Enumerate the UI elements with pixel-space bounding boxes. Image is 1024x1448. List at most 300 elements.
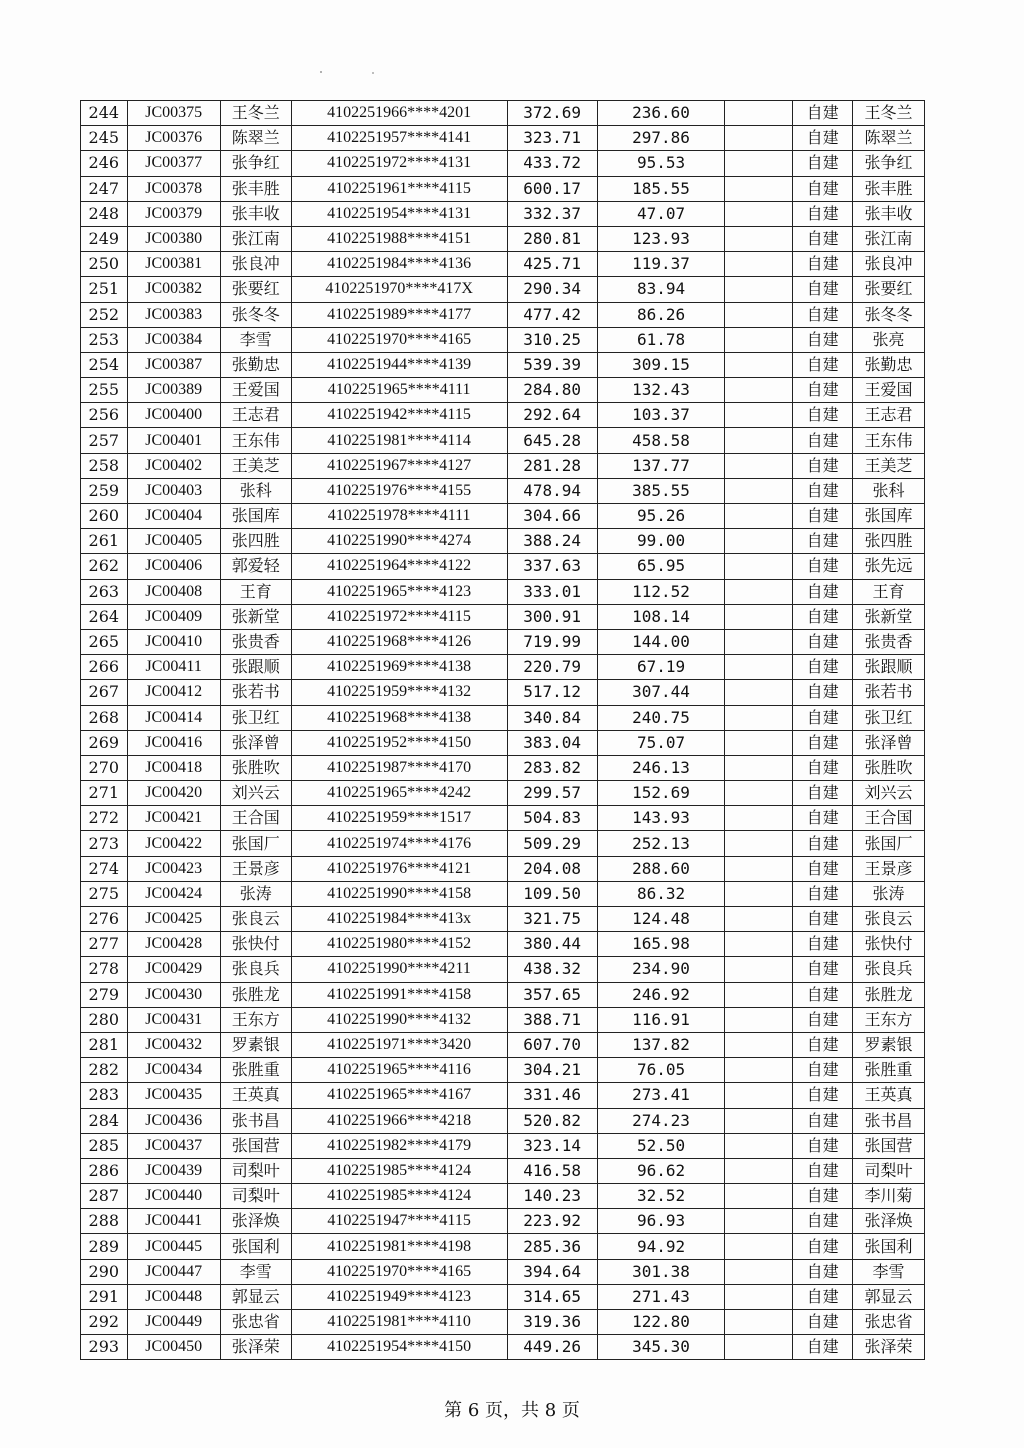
owner-name-cell: 张新堂	[220, 604, 291, 629]
value-a-cell: 383.04	[507, 730, 597, 755]
id-number-cell: 4102251990****4158	[291, 881, 507, 906]
blank-cell	[725, 327, 793, 352]
owner-name-cell: 张胜龙	[220, 982, 291, 1007]
holder-name-cell: 张国厂	[853, 831, 925, 856]
blank-cell	[725, 352, 793, 377]
owner-name-cell: 张冬冬	[220, 302, 291, 327]
value-a-cell: 357.65	[507, 982, 597, 1007]
table-row	[81, 101, 925, 126]
record-code-cell: JC00430	[127, 982, 220, 1007]
row-number-cell: 293	[81, 1335, 128, 1360]
owner-name-cell: 王爱国	[220, 378, 291, 403]
record-code-cell: JC00435	[127, 1083, 220, 1108]
id-number-cell: 4102251987****4170	[291, 755, 507, 780]
blank-cell	[725, 504, 793, 529]
id-number-cell: 4102251991****4158	[291, 982, 507, 1007]
id-number-cell: 4102251972****4131	[291, 151, 507, 176]
holder-name-cell: 张胜重	[853, 1058, 925, 1083]
holder-name-cell: 郭显云	[853, 1284, 925, 1309]
table-row	[81, 554, 925, 579]
blank-cell	[725, 957, 793, 982]
value-b-cell: 458.58	[597, 428, 725, 453]
value-b-cell: 273.41	[597, 1083, 725, 1108]
id-number-cell: 4102251984****4136	[291, 252, 507, 277]
holder-name-cell: 王美芝	[853, 453, 925, 478]
owner-name-cell: 王合国	[220, 806, 291, 831]
blank-cell	[725, 1184, 793, 1209]
table-row	[81, 1083, 925, 1108]
blank-cell	[725, 1335, 793, 1360]
id-number-cell: 4102251970****4165	[291, 1259, 507, 1284]
id-number-cell: 4102251965****4123	[291, 579, 507, 604]
value-b-cell: 385.55	[597, 478, 725, 503]
id-number-cell: 4102251961****4115	[291, 176, 507, 201]
type-cell: 自建	[793, 1058, 853, 1083]
owner-name-cell: 郭爱轻	[220, 554, 291, 579]
record-code-cell: JC00441	[127, 1209, 220, 1234]
owner-name-cell: 罗素银	[220, 1032, 291, 1057]
value-b-cell: 271.43	[597, 1284, 725, 1309]
value-b-cell: 83.94	[597, 277, 725, 302]
row-number-cell: 288	[81, 1209, 128, 1234]
value-b-cell: 61.78	[597, 327, 725, 352]
row-number-cell: 246	[81, 151, 128, 176]
table-row	[81, 478, 925, 503]
table-row	[81, 378, 925, 403]
holder-name-cell: 张跟顺	[853, 655, 925, 680]
row-number-cell: 286	[81, 1158, 128, 1183]
blank-cell	[725, 932, 793, 957]
table-row	[81, 252, 925, 277]
table-row	[81, 629, 925, 654]
type-cell: 自建	[793, 1083, 853, 1108]
value-b-cell: 185.55	[597, 176, 725, 201]
id-number-cell: 4102251970****4165	[291, 327, 507, 352]
owner-name-cell: 张跟顺	[220, 655, 291, 680]
blank-cell	[725, 126, 793, 151]
type-cell: 自建	[793, 932, 853, 957]
blank-cell	[725, 101, 793, 126]
owner-name-cell: 张国营	[220, 1133, 291, 1158]
owner-name-cell: 张胜重	[220, 1058, 291, 1083]
value-b-cell: 108.14	[597, 604, 725, 629]
id-number-cell: 4102251954****4131	[291, 201, 507, 226]
row-number-cell: 255	[81, 378, 128, 403]
value-b-cell: 165.98	[597, 932, 725, 957]
row-number-cell: 273	[81, 831, 128, 856]
holder-name-cell: 张良冲	[853, 252, 925, 277]
value-b-cell: 52.50	[597, 1133, 725, 1158]
row-number-cell: 274	[81, 856, 128, 881]
table-row	[81, 1234, 925, 1259]
value-b-cell: 99.00	[597, 529, 725, 554]
table-row	[81, 1335, 925, 1360]
type-cell: 自建	[793, 277, 853, 302]
value-a-cell: 304.21	[507, 1058, 597, 1083]
table-row	[81, 1184, 925, 1209]
id-number-cell: 4102251965****4116	[291, 1058, 507, 1083]
table-row	[81, 126, 925, 151]
holder-name-cell: 张先远	[853, 554, 925, 579]
table-row	[81, 705, 925, 730]
id-number-cell: 4102251990****4274	[291, 529, 507, 554]
id-number-cell: 4102251959****4132	[291, 680, 507, 705]
blank-cell	[725, 705, 793, 730]
id-number-cell: 4102251985****4124	[291, 1158, 507, 1183]
holder-name-cell: 张书昌	[853, 1108, 925, 1133]
owner-name-cell: 王美芝	[220, 453, 291, 478]
table-row	[81, 327, 925, 352]
row-number-cell: 291	[81, 1284, 128, 1309]
type-cell: 自建	[793, 403, 853, 428]
owner-name-cell: 张要红	[220, 277, 291, 302]
id-number-cell: 4102251965****4111	[291, 378, 507, 403]
blank-cell	[725, 201, 793, 226]
id-number-cell: 4102251990****4132	[291, 1007, 507, 1032]
value-a-cell: 321.75	[507, 907, 597, 932]
blank-cell	[725, 302, 793, 327]
id-number-cell: 4102251985****4124	[291, 1184, 507, 1209]
row-number-cell: 267	[81, 680, 128, 705]
id-number-cell: 4102251959****1517	[291, 806, 507, 831]
holder-name-cell: 张丰胜	[853, 176, 925, 201]
type-cell: 自建	[793, 478, 853, 503]
id-number-cell: 4102251957****4141	[291, 126, 507, 151]
holder-name-cell: 张亮	[853, 327, 925, 352]
record-code-cell: JC00402	[127, 453, 220, 478]
blank-cell	[725, 252, 793, 277]
holder-name-cell: 张胜吹	[853, 755, 925, 780]
record-code-cell: JC00378	[127, 176, 220, 201]
row-number-cell: 268	[81, 705, 128, 730]
holder-name-cell: 张江南	[853, 226, 925, 251]
table-row	[81, 302, 925, 327]
owner-name-cell: 张书昌	[220, 1108, 291, 1133]
record-code-cell: JC00384	[127, 327, 220, 352]
type-cell: 自建	[793, 453, 853, 478]
value-a-cell: 284.80	[507, 378, 597, 403]
blank-cell	[725, 856, 793, 881]
value-a-cell: 504.83	[507, 806, 597, 831]
holder-name-cell: 张丰收	[853, 201, 925, 226]
table-row	[81, 428, 925, 453]
id-number-cell: 4102251967****4127	[291, 453, 507, 478]
blank-cell	[725, 1284, 793, 1309]
value-a-cell: 223.92	[507, 1209, 597, 1234]
row-number-cell: 262	[81, 554, 128, 579]
owner-name-cell: 张良云	[220, 907, 291, 932]
record-code-cell: JC00449	[127, 1310, 220, 1335]
value-b-cell: 301.38	[597, 1259, 725, 1284]
value-a-cell: 388.24	[507, 529, 597, 554]
blank-cell	[725, 1310, 793, 1335]
record-code-cell: JC00450	[127, 1335, 220, 1360]
blank-cell	[725, 982, 793, 1007]
type-cell: 自建	[793, 1158, 853, 1183]
scan-speck	[318, 68, 378, 76]
type-cell: 自建	[793, 554, 853, 579]
row-number-cell: 290	[81, 1259, 128, 1284]
type-cell: 自建	[793, 831, 853, 856]
blank-cell	[725, 1007, 793, 1032]
row-number-cell: 251	[81, 277, 128, 302]
holder-name-cell: 李川菊	[853, 1184, 925, 1209]
record-code-cell: JC00431	[127, 1007, 220, 1032]
owner-name-cell: 王冬兰	[220, 101, 291, 126]
value-a-cell: 140.23	[507, 1184, 597, 1209]
table-row	[81, 277, 925, 302]
row-number-cell: 282	[81, 1058, 128, 1083]
value-b-cell: 309.15	[597, 352, 725, 377]
owner-name-cell: 张泽曾	[220, 730, 291, 755]
value-b-cell: 75.07	[597, 730, 725, 755]
value-b-cell: 67.19	[597, 655, 725, 680]
record-code-cell: JC00436	[127, 1108, 220, 1133]
value-b-cell: 95.26	[597, 504, 725, 529]
owner-name-cell: 张争红	[220, 151, 291, 176]
record-code-cell: JC00377	[127, 151, 220, 176]
value-b-cell: 246.92	[597, 982, 725, 1007]
value-a-cell: 719.99	[507, 629, 597, 654]
record-code-cell: JC00416	[127, 730, 220, 755]
id-number-cell: 4102251972****4115	[291, 604, 507, 629]
table-row	[81, 1209, 925, 1234]
owner-name-cell: 张涛	[220, 881, 291, 906]
holder-name-cell: 王爱国	[853, 378, 925, 403]
row-number-cell: 280	[81, 1007, 128, 1032]
value-b-cell: 124.48	[597, 907, 725, 932]
row-number-cell: 289	[81, 1234, 128, 1259]
value-a-cell: 304.66	[507, 504, 597, 529]
row-number-cell: 258	[81, 453, 128, 478]
table-row	[81, 1259, 925, 1284]
value-b-cell: 288.60	[597, 856, 725, 881]
value-b-cell: 143.93	[597, 806, 725, 831]
value-b-cell: 345.30	[597, 1335, 725, 1360]
type-cell: 自建	[793, 126, 853, 151]
table-row	[81, 755, 925, 780]
record-code-cell: JC00408	[127, 579, 220, 604]
table-row	[81, 730, 925, 755]
id-number-cell: 4102251952****4150	[291, 730, 507, 755]
blank-cell	[725, 907, 793, 932]
record-code-cell: JC00429	[127, 957, 220, 982]
holder-name-cell: 张泽焕	[853, 1209, 925, 1234]
table-row	[81, 1133, 925, 1158]
owner-name-cell: 张良兵	[220, 957, 291, 982]
id-number-cell: 4102251981****4114	[291, 428, 507, 453]
type-cell: 自建	[793, 1184, 853, 1209]
owner-name-cell: 张若书	[220, 680, 291, 705]
owner-name-cell: 张江南	[220, 226, 291, 251]
value-a-cell: 645.28	[507, 428, 597, 453]
value-b-cell: 96.62	[597, 1158, 725, 1183]
id-number-cell: 4102251942****4115	[291, 403, 507, 428]
holder-name-cell: 李雪	[853, 1259, 925, 1284]
holder-name-cell: 张国库	[853, 504, 925, 529]
holder-name-cell: 张勤忠	[853, 352, 925, 377]
id-number-cell: 4102251965****4242	[291, 781, 507, 806]
record-code-cell: JC00412	[127, 680, 220, 705]
record-code-cell: JC00432	[127, 1032, 220, 1057]
id-number-cell: 4102251978****4111	[291, 504, 507, 529]
value-a-cell: 607.70	[507, 1032, 597, 1057]
type-cell: 自建	[793, 1259, 853, 1284]
value-b-cell: 274.23	[597, 1108, 725, 1133]
row-number-cell: 265	[81, 629, 128, 654]
record-code-cell: JC00447	[127, 1259, 220, 1284]
table-row	[81, 957, 925, 982]
blank-cell	[725, 151, 793, 176]
id-number-cell: 4102251947****4115	[291, 1209, 507, 1234]
record-code-cell: JC00401	[127, 428, 220, 453]
blank-cell	[725, 831, 793, 856]
value-b-cell: 119.37	[597, 252, 725, 277]
value-a-cell: 300.91	[507, 604, 597, 629]
row-number-cell: 256	[81, 403, 128, 428]
table-row	[81, 201, 925, 226]
id-number-cell: 4102251980****4152	[291, 932, 507, 957]
record-code-cell: JC00376	[127, 126, 220, 151]
value-a-cell: 280.81	[507, 226, 597, 251]
table-row	[81, 781, 925, 806]
blank-cell	[725, 629, 793, 654]
table-row	[81, 529, 925, 554]
value-b-cell: 132.43	[597, 378, 725, 403]
type-cell: 自建	[793, 1133, 853, 1158]
value-b-cell: 95.53	[597, 151, 725, 176]
page-footer: 第 6 页，共 8 页	[444, 1400, 580, 1421]
blank-cell	[725, 1108, 793, 1133]
owner-name-cell: 司梨叶	[220, 1158, 291, 1183]
row-number-cell: 253	[81, 327, 128, 352]
value-b-cell: 86.32	[597, 881, 725, 906]
blank-cell	[725, 554, 793, 579]
row-number-cell: 244	[81, 101, 128, 126]
type-cell: 自建	[793, 579, 853, 604]
holder-name-cell: 陈翠兰	[853, 126, 925, 151]
type-cell: 自建	[793, 881, 853, 906]
type-cell: 自建	[793, 730, 853, 755]
id-number-cell: 4102251982****4179	[291, 1133, 507, 1158]
type-cell: 自建	[793, 378, 853, 403]
row-number-cell: 249	[81, 226, 128, 251]
row-number-cell: 279	[81, 982, 128, 1007]
holder-name-cell: 王东伟	[853, 428, 925, 453]
blank-cell	[725, 1133, 793, 1158]
type-cell: 自建	[793, 529, 853, 554]
holder-name-cell: 王景彦	[853, 856, 925, 881]
holder-name-cell: 张冬冬	[853, 302, 925, 327]
owner-name-cell: 张胜吹	[220, 755, 291, 780]
table-row	[81, 680, 925, 705]
owner-name-cell: 陈翠兰	[220, 126, 291, 151]
type-cell: 自建	[793, 629, 853, 654]
row-number-cell: 283	[81, 1083, 128, 1108]
type-cell: 自建	[793, 755, 853, 780]
owner-name-cell: 张良冲	[220, 252, 291, 277]
id-number-cell: 4102251968****4126	[291, 629, 507, 654]
row-number-cell: 257	[81, 428, 128, 453]
type-cell: 自建	[793, 705, 853, 730]
type-cell: 自建	[793, 1284, 853, 1309]
record-code-cell: JC00418	[127, 755, 220, 780]
record-code-cell: JC00405	[127, 529, 220, 554]
blank-cell	[725, 1158, 793, 1183]
blank-cell	[725, 478, 793, 503]
value-b-cell: 112.52	[597, 579, 725, 604]
table-row	[81, 176, 925, 201]
holder-name-cell: 张四胜	[853, 529, 925, 554]
value-a-cell: 433.72	[507, 151, 597, 176]
value-b-cell: 246.13	[597, 755, 725, 780]
table-row	[81, 1158, 925, 1183]
table-row	[81, 453, 925, 478]
blank-cell	[725, 428, 793, 453]
value-b-cell: 86.26	[597, 302, 725, 327]
holder-name-cell: 张争红	[853, 151, 925, 176]
table-row	[81, 226, 925, 251]
blank-cell	[725, 730, 793, 755]
value-b-cell: 236.60	[597, 101, 725, 126]
blank-cell	[725, 1209, 793, 1234]
type-cell: 自建	[793, 1234, 853, 1259]
blank-cell	[725, 655, 793, 680]
owner-name-cell: 王景彦	[220, 856, 291, 881]
table-row	[81, 881, 925, 906]
type-cell: 自建	[793, 781, 853, 806]
value-a-cell: 416.58	[507, 1158, 597, 1183]
blank-cell	[725, 755, 793, 780]
blank-cell	[725, 378, 793, 403]
owner-name-cell: 张国库	[220, 504, 291, 529]
type-cell: 自建	[793, 1335, 853, 1360]
row-number-cell: 270	[81, 755, 128, 780]
table-row	[81, 403, 925, 428]
type-cell: 自建	[793, 176, 853, 201]
blank-cell	[725, 1058, 793, 1083]
value-a-cell: 310.25	[507, 327, 597, 352]
id-number-cell: 4102251970****417X	[291, 277, 507, 302]
value-a-cell: 283.82	[507, 755, 597, 780]
table-body	[81, 101, 925, 1360]
table-row	[81, 907, 925, 932]
holder-name-cell: 张良兵	[853, 957, 925, 982]
id-number-cell: 4102251971****3420	[291, 1032, 507, 1057]
value-b-cell: 116.91	[597, 1007, 725, 1032]
id-number-cell: 4102251976****4155	[291, 478, 507, 503]
value-a-cell: 425.71	[507, 252, 597, 277]
table-row	[81, 604, 925, 629]
record-code-cell: JC00379	[127, 201, 220, 226]
table-row	[81, 856, 925, 881]
type-cell: 自建	[793, 1032, 853, 1057]
value-a-cell: 337.63	[507, 554, 597, 579]
holder-name-cell: 王合国	[853, 806, 925, 831]
value-a-cell: 539.39	[507, 352, 597, 377]
value-b-cell: 137.82	[597, 1032, 725, 1057]
value-a-cell: 204.08	[507, 856, 597, 881]
record-code-cell: JC00424	[127, 881, 220, 906]
type-cell: 自建	[793, 1108, 853, 1133]
holder-name-cell: 司梨叶	[853, 1158, 925, 1183]
value-b-cell: 122.80	[597, 1310, 725, 1335]
value-b-cell: 47.07	[597, 201, 725, 226]
holder-name-cell: 张新堂	[853, 604, 925, 629]
table-row	[81, 151, 925, 176]
table-row	[81, 655, 925, 680]
value-b-cell: 307.44	[597, 680, 725, 705]
